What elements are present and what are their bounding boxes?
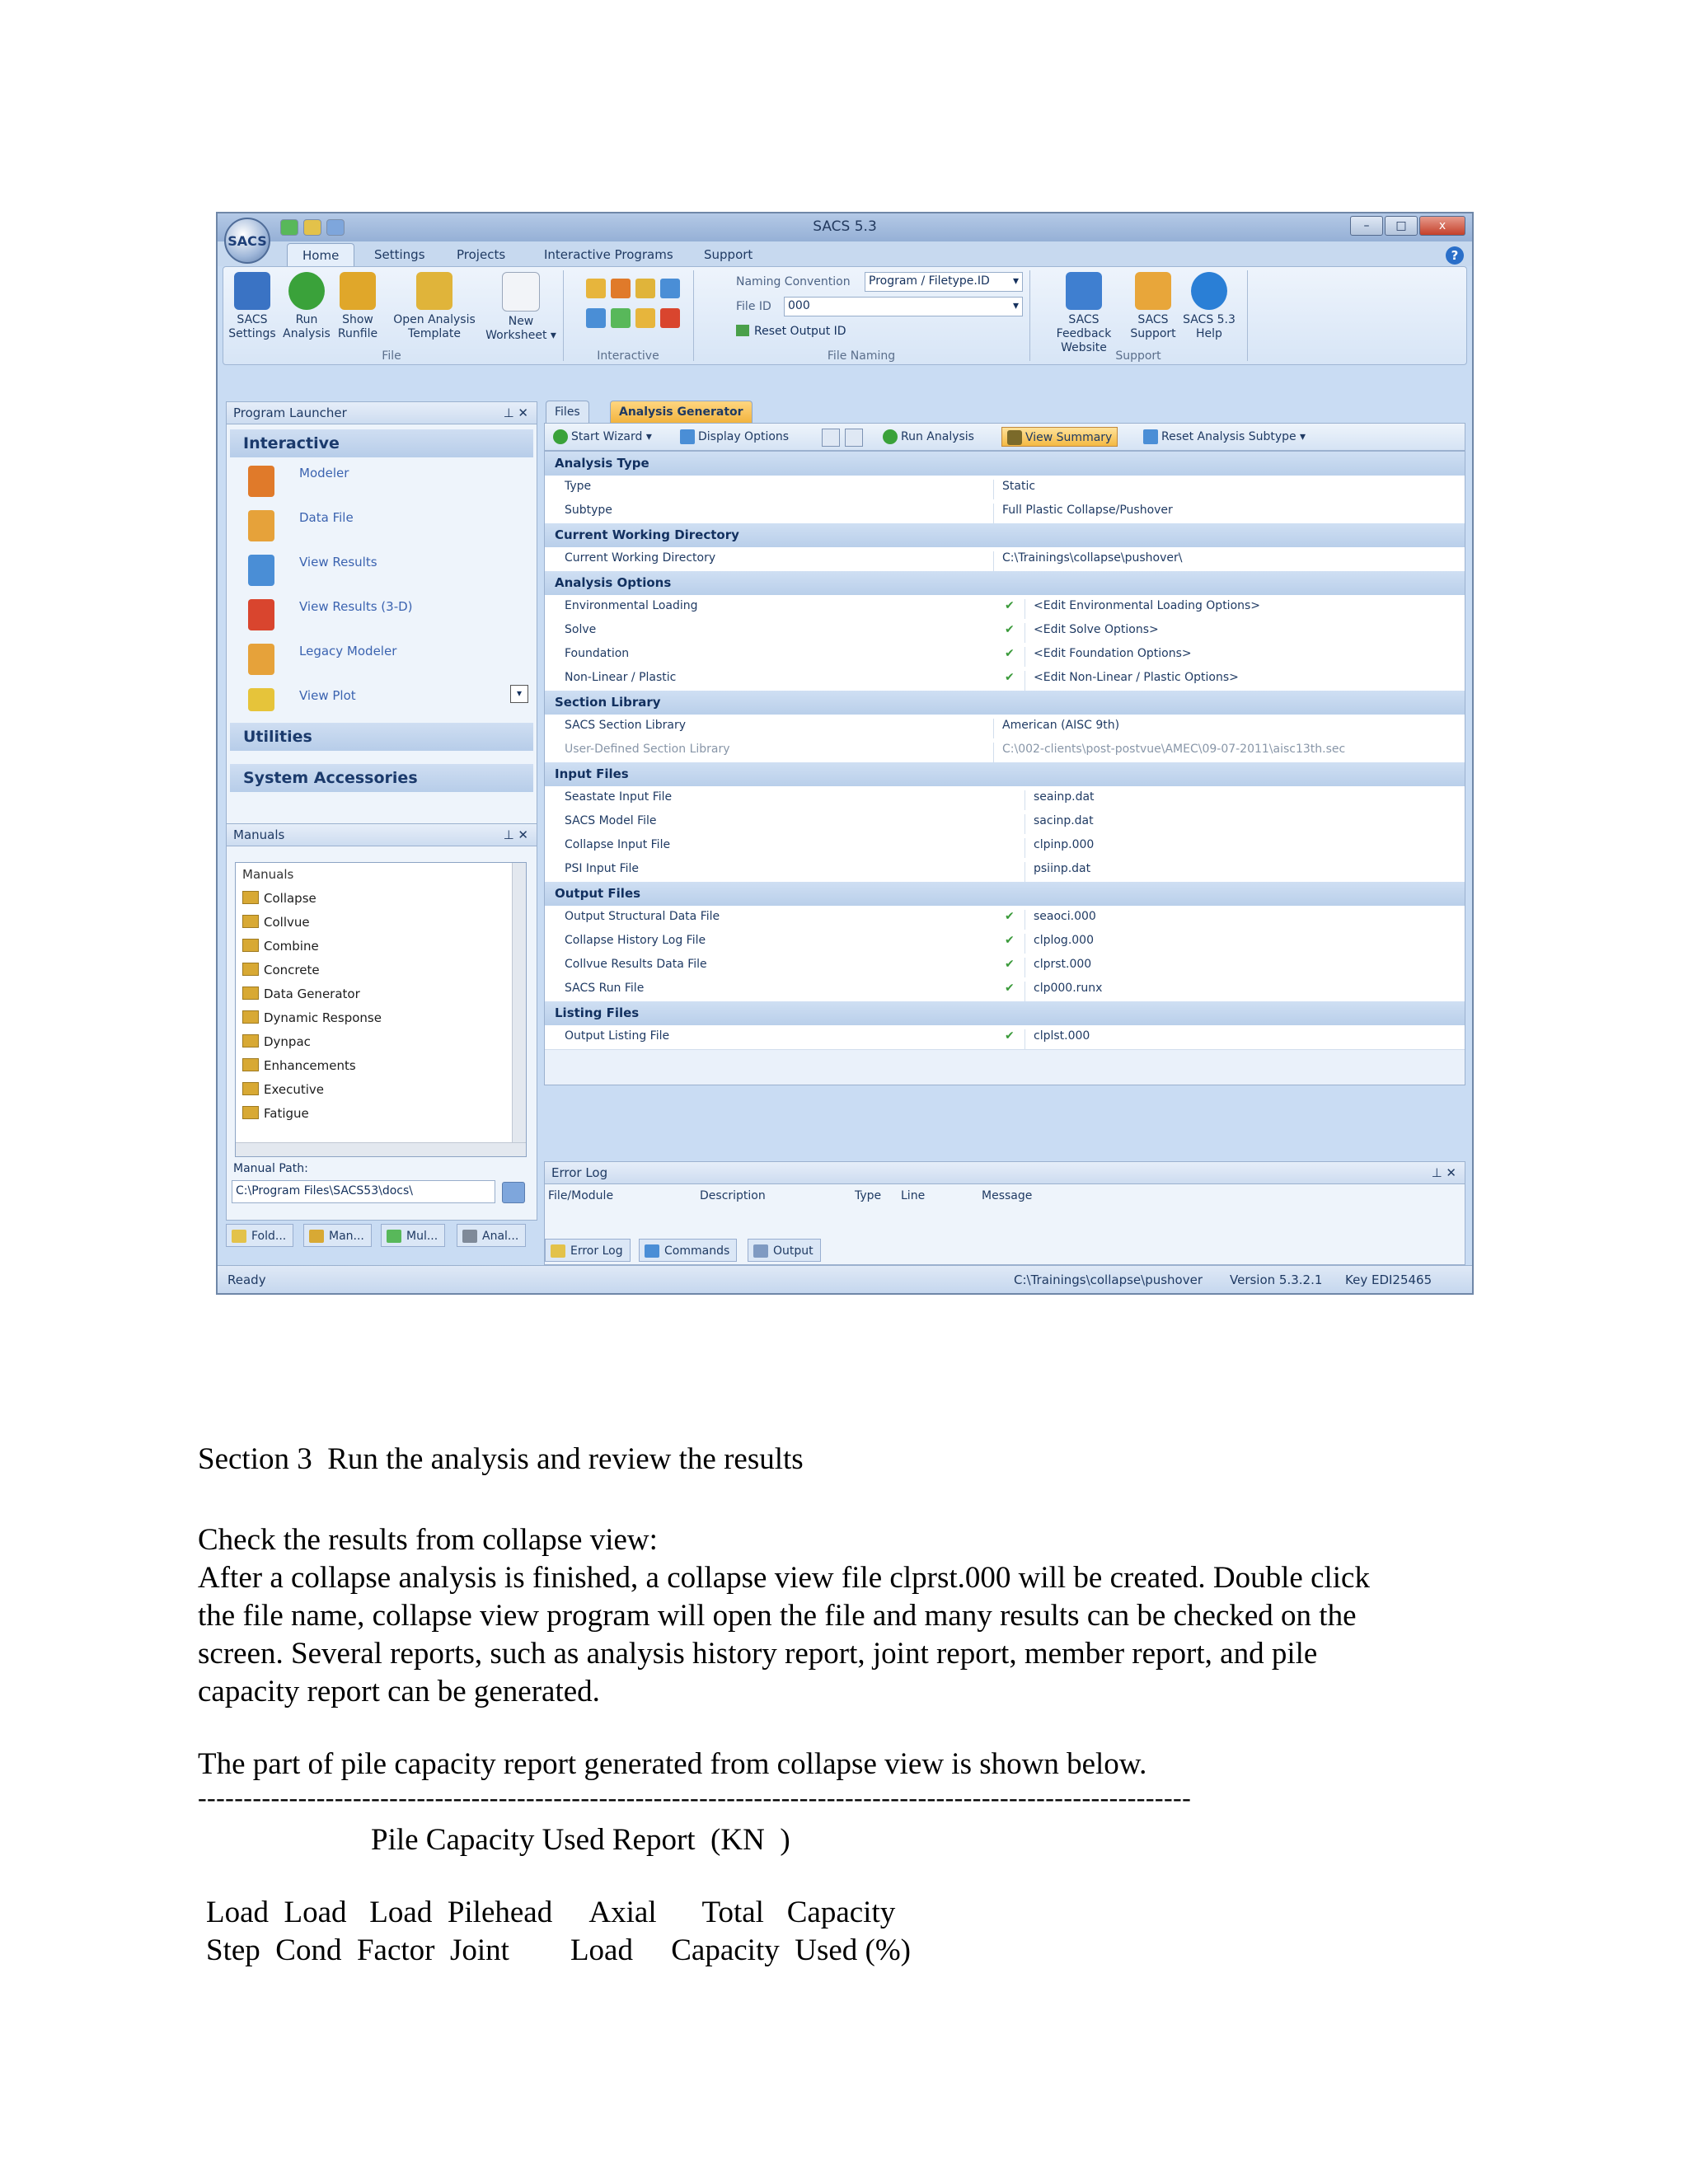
folder-icon xyxy=(242,939,259,952)
ribbon-tab-row xyxy=(218,241,1472,266)
report-header-line: Step Cond Factor Joint Load Capacity Used (%) xyxy=(206,1933,911,1967)
grid-property-value: <Edit Non-Linear / Plastic Options> xyxy=(1025,671,1239,691)
grid-category[interactable] xyxy=(545,882,1465,907)
error-log-panel xyxy=(544,1161,1465,1265)
status-key: Key EDI25465 xyxy=(1345,1272,1432,1287)
folder-icon xyxy=(242,891,259,904)
column-header[interactable]: File/Module xyxy=(548,1189,614,1202)
file-id-input[interactable]: 000 ▾ xyxy=(784,297,1023,316)
play-icon xyxy=(883,429,898,444)
run-analysis-button[interactable]: Run Analysis xyxy=(281,267,332,341)
check-icon: ✔ xyxy=(1005,647,1015,660)
grid-property-label: Output Structural Data File xyxy=(565,910,720,923)
check-icon: ✔ xyxy=(1005,958,1015,971)
list-item[interactable]: Combine xyxy=(236,935,526,958)
interactive-results-icon[interactable] xyxy=(660,279,680,298)
view-results-3d-icon xyxy=(248,599,274,630)
group-label-file-naming: File Naming xyxy=(827,349,896,363)
grid-property-label: Environmental Loading xyxy=(565,599,698,612)
sacs-help-button[interactable]: SACS 5.3 Help xyxy=(1179,267,1239,341)
grid-row[interactable] xyxy=(545,858,1465,883)
grid-category-label: Current Working Directory xyxy=(555,527,739,542)
horizontal-scrollbar[interactable] xyxy=(236,1142,526,1156)
grid-property-label: Output Listing File xyxy=(565,1029,670,1043)
grid-property-label: User-Defined Section Library xyxy=(565,743,730,756)
runfile-icon xyxy=(340,272,376,310)
grid-category-label: Listing Files xyxy=(555,1005,640,1020)
report-title: Pile Capacity Used Report (KN ) xyxy=(371,1823,790,1857)
list-item[interactable]: Collvue xyxy=(236,911,526,935)
interactive-plot-icon[interactable] xyxy=(611,308,631,328)
folder-icon xyxy=(232,1230,246,1243)
list-item[interactable]: Concrete xyxy=(236,958,526,982)
folder-icon xyxy=(416,272,452,310)
run-analysis-toolbar-button[interactable]: Run Analysis xyxy=(878,427,979,447)
grid-row[interactable] xyxy=(545,643,1465,668)
grid-row[interactable] xyxy=(545,1025,1465,1050)
check-icon: ✔ xyxy=(1005,1029,1015,1043)
view-summary-button[interactable]: View Summary xyxy=(1001,427,1118,447)
grid-row[interactable] xyxy=(545,834,1465,859)
tab-multiple[interactable]: Mul... xyxy=(381,1224,445,1247)
list-item[interactable]: Collapse xyxy=(236,887,526,911)
mail-icon xyxy=(1135,272,1171,310)
report-header-line: Load Load Load Pilehead Axial Total Capacity xyxy=(206,1896,896,1929)
status-bar xyxy=(218,1265,1472,1295)
check-icon: ✔ xyxy=(1005,910,1015,923)
left-panel-tabs xyxy=(226,1221,537,1247)
new-worksheet-button[interactable]: New Worksheet ▾ xyxy=(485,267,556,343)
grid-property-value: American (AISC 9th) xyxy=(993,719,1119,738)
grid-row[interactable] xyxy=(545,499,1465,524)
interactive-data-icon[interactable] xyxy=(611,279,631,298)
title-bar xyxy=(218,213,1472,241)
tab-folders[interactable]: Fold... xyxy=(226,1224,293,1247)
reset-icon xyxy=(1143,429,1158,444)
scroll-down-button[interactable]: ▾ xyxy=(510,685,528,703)
grid-property-value: Static xyxy=(993,480,1035,499)
tab-output[interactable]: Output xyxy=(748,1239,821,1262)
feedback-website-button[interactable]: SACS Feedback Website xyxy=(1043,267,1125,355)
ribbon-separator xyxy=(693,270,694,361)
grid-property-value: <Edit Environmental Loading Options> xyxy=(1025,599,1260,619)
tab-files[interactable]: Files xyxy=(546,401,589,423)
chevron-down-icon: ▾ xyxy=(1012,274,1019,288)
grid-category[interactable] xyxy=(545,523,1465,548)
status-ready: Ready xyxy=(227,1272,266,1287)
grid-property-value: seainp.dat xyxy=(1025,790,1095,810)
sacs-support-button[interactable]: SACS Support xyxy=(1127,267,1179,341)
launcher-item-data-file[interactable]: Data File xyxy=(230,502,533,546)
launcher-header: Program Launcher ⊥ ✕ xyxy=(227,402,537,424)
grid-category[interactable] xyxy=(545,452,1465,476)
modeler-icon xyxy=(248,466,274,497)
grid-row[interactable] xyxy=(545,930,1465,954)
launcher-section-interactive[interactable]: Interactive xyxy=(230,429,533,457)
ribbon xyxy=(223,266,1467,365)
grid-property-value: clpinp.000 xyxy=(1025,838,1094,858)
check-icon: ✔ xyxy=(1005,623,1015,636)
grid-property-label: SACS Model File xyxy=(565,814,657,827)
info-icon xyxy=(1191,272,1227,310)
sacs-window xyxy=(216,212,1474,1295)
check-icon: ✔ xyxy=(1005,982,1015,995)
tab-projects[interactable]: Projects xyxy=(457,247,506,262)
close-icon[interactable]: ⊥ ✕ xyxy=(503,405,528,420)
intro-line: The part of pile capacity report generated from collapse view is shown below. xyxy=(198,1747,1147,1781)
list-item[interactable]: Dynamic Response xyxy=(236,1006,526,1030)
legacy-modeler-icon xyxy=(248,644,274,675)
folder-icon xyxy=(242,1058,259,1071)
grid-property-label: Current Working Directory xyxy=(565,551,716,565)
play-icon xyxy=(288,272,325,310)
check-heading: Check the results from collapse view: xyxy=(198,1523,658,1557)
gear-icon xyxy=(462,1230,477,1243)
show-runfile-button[interactable]: Show Runfile xyxy=(332,267,383,341)
display-icon xyxy=(680,429,695,444)
data-file-icon xyxy=(248,510,274,541)
launcher-section-utilities[interactable]: Utilities xyxy=(230,723,533,751)
list-item[interactable]: Fatigue xyxy=(236,1102,526,1126)
manuals-list-header: Manuals xyxy=(242,867,294,882)
interactive-3d-icon[interactable] xyxy=(660,308,680,328)
book-icon xyxy=(309,1230,324,1243)
group-label-support: Support xyxy=(1115,349,1161,363)
grid-property-label: Non-Linear / Plastic xyxy=(565,671,677,684)
close-button[interactable]: x xyxy=(1419,216,1465,236)
output-tabs xyxy=(545,1235,1465,1265)
grid-category[interactable] xyxy=(545,1001,1465,1026)
tab-settings[interactable]: Settings xyxy=(374,247,425,262)
manuals-header: Manuals ⊥ ✕ xyxy=(227,824,537,846)
ribbon-separator xyxy=(1247,270,1248,361)
grid-property-value: clp000.runx xyxy=(1025,982,1102,1001)
grid-property-value: psiinp.dat xyxy=(1025,862,1090,882)
analysis-property-grid[interactable] xyxy=(544,451,1465,1085)
folder-icon xyxy=(242,1106,259,1119)
launcher-item-view-plot[interactable]: View Plot ▾ xyxy=(230,680,533,713)
grid-property-label: SACS Run File xyxy=(565,982,645,995)
error-log-header: Error Log ⊥ ✕ xyxy=(545,1162,1465,1184)
start-wizard-button[interactable]: Start Wizard ▾ xyxy=(548,427,657,447)
manuals-panel xyxy=(226,823,537,1221)
launcher-item-modeler[interactable]: Modeler xyxy=(230,457,533,502)
view-plot-icon xyxy=(248,688,274,711)
naming-convention-label: Naming Convention xyxy=(736,275,851,288)
gear-icon xyxy=(234,272,270,310)
column-header[interactable]: Line xyxy=(901,1189,926,1202)
grid-row[interactable] xyxy=(545,715,1465,739)
folder-icon xyxy=(242,915,259,928)
reset-icon xyxy=(736,325,749,336)
help-icon[interactable]: ? xyxy=(1446,246,1464,265)
tab-support[interactable]: Support xyxy=(704,247,753,262)
web-icon xyxy=(1066,272,1102,310)
grid-property-value: seaoci.000 xyxy=(1025,910,1096,930)
check-icon: ✔ xyxy=(1005,671,1015,684)
folder-icon xyxy=(242,1010,259,1024)
reset-output-id-button[interactable]: Reset Output ID xyxy=(736,325,846,338)
grid-property-value: <Edit Solve Options> xyxy=(1025,623,1159,643)
check-icon: ✔ xyxy=(1005,934,1015,947)
maximize-button[interactable]: □ xyxy=(1385,216,1418,236)
tab-home[interactable]: Home xyxy=(287,243,354,266)
grid-property-value: clplst.000 xyxy=(1025,1029,1090,1049)
interactive-legacy-icon[interactable] xyxy=(635,308,655,328)
output-icon xyxy=(753,1244,768,1258)
reset-subtype-button[interactable]: Reset Analysis Subtype ▾ xyxy=(1138,427,1311,447)
tab-commands[interactable]: Commands xyxy=(639,1239,737,1262)
list-item[interactable]: Data Generator xyxy=(236,982,526,1006)
grid-row[interactable] xyxy=(545,954,1465,978)
column-header[interactable]: Message xyxy=(982,1189,1033,1202)
tab-manuals[interactable]: Man... xyxy=(303,1224,372,1247)
folder-icon xyxy=(242,1082,259,1095)
display-options-button[interactable]: Display Options xyxy=(675,427,794,447)
interactive-modeler-icon[interactable] xyxy=(586,279,606,298)
grid-property-label: Seastate Input File xyxy=(565,790,673,804)
ribbon-separator xyxy=(1029,270,1030,361)
grid-row[interactable] xyxy=(545,476,1465,500)
tab-analysis-generator[interactable]: Analysis Generator xyxy=(610,401,753,423)
grid-category-label: Section Library xyxy=(555,695,661,710)
grid-category-label: Analysis Type xyxy=(555,456,649,471)
grid-property-label: Foundation xyxy=(565,647,630,660)
grid-property-value: <Edit Foundation Options> xyxy=(1025,647,1192,667)
grid-category-label: Input Files xyxy=(555,766,629,781)
grid-row[interactable] xyxy=(545,810,1465,835)
launcher-item-legacy-modeler[interactable]: Legacy Modeler xyxy=(230,635,533,680)
folder-icon xyxy=(242,963,259,976)
list-item[interactable]: Enhancements xyxy=(236,1054,526,1078)
grid-row[interactable] xyxy=(545,619,1465,644)
grid-category[interactable] xyxy=(545,762,1465,787)
folder-icon xyxy=(242,1034,259,1047)
paragraph-line: After a collapse analysis is finished, a collapse view file clprst.000 will be created. Double click xyxy=(198,1561,1370,1595)
grid-row[interactable] xyxy=(545,595,1465,620)
browse-button[interactable] xyxy=(502,1182,525,1203)
analysis-toolbar xyxy=(544,423,1465,451)
commands-icon xyxy=(645,1244,659,1258)
close-icon[interactable]: ⊥ ✕ xyxy=(1431,1165,1456,1180)
grid-property-value: clprst.000 xyxy=(1025,958,1091,977)
paragraph-line: capacity report can be generated. xyxy=(198,1675,600,1708)
status-version: Version 5.3.2.1 xyxy=(1230,1272,1323,1287)
grid-property-label: SACS Section Library xyxy=(565,719,687,732)
launcher-item-view-results[interactable]: View Results xyxy=(230,546,533,591)
grid-property-label: Collapse Input File xyxy=(565,838,671,851)
summary-icon xyxy=(1007,430,1022,445)
grid-row[interactable] xyxy=(545,786,1465,811)
list-item[interactable]: Dynpac xyxy=(236,1030,526,1054)
grid-row[interactable] xyxy=(545,906,1465,930)
grid-category[interactable] xyxy=(545,691,1465,715)
column-header[interactable]: Description xyxy=(700,1189,766,1202)
manual-path-label: Manual Path: xyxy=(233,1162,308,1175)
grid-row[interactable] xyxy=(545,667,1465,691)
grid-property-value: C:\Trainings\collapse\pushover\ xyxy=(993,551,1182,571)
app-orb-button[interactable]: SACS xyxy=(224,218,270,264)
check-icon: ✔ xyxy=(1005,599,1015,612)
wizard-icon xyxy=(553,429,568,444)
sacs-settings-button[interactable]: SACS Settings xyxy=(227,267,278,341)
grid-property-label: Type xyxy=(565,480,592,493)
interactive-view-icon[interactable] xyxy=(586,308,606,328)
document-tabs xyxy=(544,398,1465,423)
tab-interactive-programs[interactable]: Interactive Programs xyxy=(544,247,673,262)
grid-property-value: sacinp.dat xyxy=(1025,814,1094,834)
manual-path-input[interactable]: C:\Program Files\SACS53\docs\ xyxy=(232,1180,495,1203)
settings-icon[interactable] xyxy=(845,429,863,447)
grid-property-label: Collvue Results Data File xyxy=(565,958,707,971)
save-icon[interactable] xyxy=(822,429,840,447)
manuals-list[interactable] xyxy=(235,862,527,1157)
tab-error-log[interactable]: Error Log xyxy=(545,1239,631,1262)
grid-category-label: Analysis Options xyxy=(555,575,672,590)
grid-property-value: clplog.000 xyxy=(1025,934,1094,954)
grid-row[interactable] xyxy=(545,977,1465,1002)
section-heading: Section 3 Run the analysis and review the results xyxy=(198,1442,804,1476)
status-path: C:\Trainings\collapse\pushover xyxy=(1014,1272,1203,1287)
naming-convention-select[interactable]: Program / Filetype.ID ▾ xyxy=(865,272,1023,292)
grid-category-label: Output Files xyxy=(555,886,641,901)
launcher-section-accessories[interactable]: System Accessories xyxy=(230,764,533,792)
paragraph-line: screen. Several reports, such as analysis history report, joint report, member report, and pile xyxy=(198,1637,1318,1671)
grid-row[interactable] xyxy=(545,547,1465,572)
grid-property-label: PSI Input File xyxy=(565,862,640,875)
window-title: SACS 5.3 xyxy=(813,218,877,235)
open-analysis-template-button[interactable]: Open Analysis Template xyxy=(385,267,484,341)
list-item[interactable]: Executive xyxy=(236,1078,526,1102)
minimize-button[interactable]: – xyxy=(1350,216,1383,236)
grid-property-label: Solve xyxy=(565,623,597,636)
grid-property-label: Collapse History Log File xyxy=(565,934,706,947)
grid-property-value: C:\002-clients\post-postvue\AMEC\09-07-2011\aisc13th.sec xyxy=(993,743,1345,762)
interactive-folder-icon[interactable] xyxy=(635,279,655,298)
multi-icon xyxy=(387,1230,401,1243)
group-label-interactive: Interactive xyxy=(597,349,659,363)
error-log-columns xyxy=(545,1184,1465,1209)
error-log-icon xyxy=(551,1244,565,1258)
grid-property-value: Full Plastic Collapse/Pushover xyxy=(993,504,1173,523)
ribbon-separator xyxy=(563,270,564,361)
launcher-item-view-results-3d[interactable]: View Results (3-D) xyxy=(230,591,533,635)
close-icon[interactable]: ⊥ ✕ xyxy=(503,827,528,842)
chevron-down-icon: ▾ xyxy=(1012,299,1019,312)
group-label-file: File xyxy=(382,349,401,363)
paragraph-line: the file name, collapse view program will open the file and many results can be checked on the xyxy=(198,1599,1357,1633)
tab-analysis[interactable]: Anal... xyxy=(457,1224,526,1247)
page-icon xyxy=(502,272,540,312)
file-id-label: File ID xyxy=(736,300,771,313)
grid-row[interactable] xyxy=(545,738,1465,763)
grid-property-label: Subtype xyxy=(565,504,612,517)
grid-category[interactable] xyxy=(545,571,1465,596)
folder-icon xyxy=(242,987,259,1000)
column-header[interactable]: Type xyxy=(855,1189,882,1202)
divider-line: ------------------------------------------------------------------------------------------------------------- xyxy=(198,1783,1192,1812)
vertical-scrollbar[interactable] xyxy=(512,863,526,1156)
view-results-icon xyxy=(248,555,274,586)
